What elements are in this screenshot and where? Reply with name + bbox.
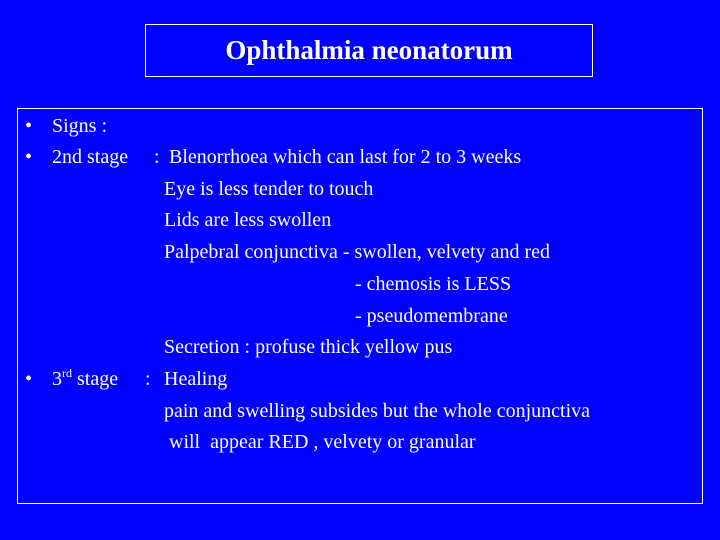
- stage3-label-sup: rd: [62, 366, 72, 380]
- stage2-line-1: Blenorrhoea which can last for 2 to 3 weeks: [169, 146, 522, 168]
- stage3-line-1: Healing: [164, 368, 228, 390]
- bullet-stage3: •: [25, 368, 33, 390]
- stage3-label: [52, 368, 118, 390]
- stage2-separator: :: [154, 146, 160, 168]
- signs-label: Signs :: [52, 115, 108, 137]
- title-box: [145, 24, 593, 77]
- stage3-line-3: will appear RED , velvety or granular: [164, 431, 476, 453]
- stage2-line-7: Secretion : profuse thick yellow pus: [164, 336, 453, 358]
- stage2-line-6: - pseudomembrane: [355, 305, 508, 327]
- stage3-separator: :: [145, 368, 151, 390]
- slide-title: Ophthalmia neonatorum: [225, 35, 513, 65]
- bullet-stage2: •: [25, 146, 33, 168]
- stage2-line-2: Eye is less tender to touch: [164, 178, 374, 200]
- stage3-label-rest: stage: [72, 368, 119, 390]
- stage2-line-4: Palpebral conjunctiva - swollen, velvety and red: [164, 241, 550, 263]
- stage3-label-num: 3: [52, 368, 62, 390]
- bullet-signs: •: [25, 115, 33, 137]
- stage2-line-5: - chemosis is LESS: [355, 273, 512, 295]
- stage2-label: 2nd stage: [52, 146, 129, 168]
- stage3-line-2: pain and swelling subsides but the whole conjunctiva: [164, 400, 591, 422]
- stage2-line-3: Lids are less swollen: [164, 209, 332, 231]
